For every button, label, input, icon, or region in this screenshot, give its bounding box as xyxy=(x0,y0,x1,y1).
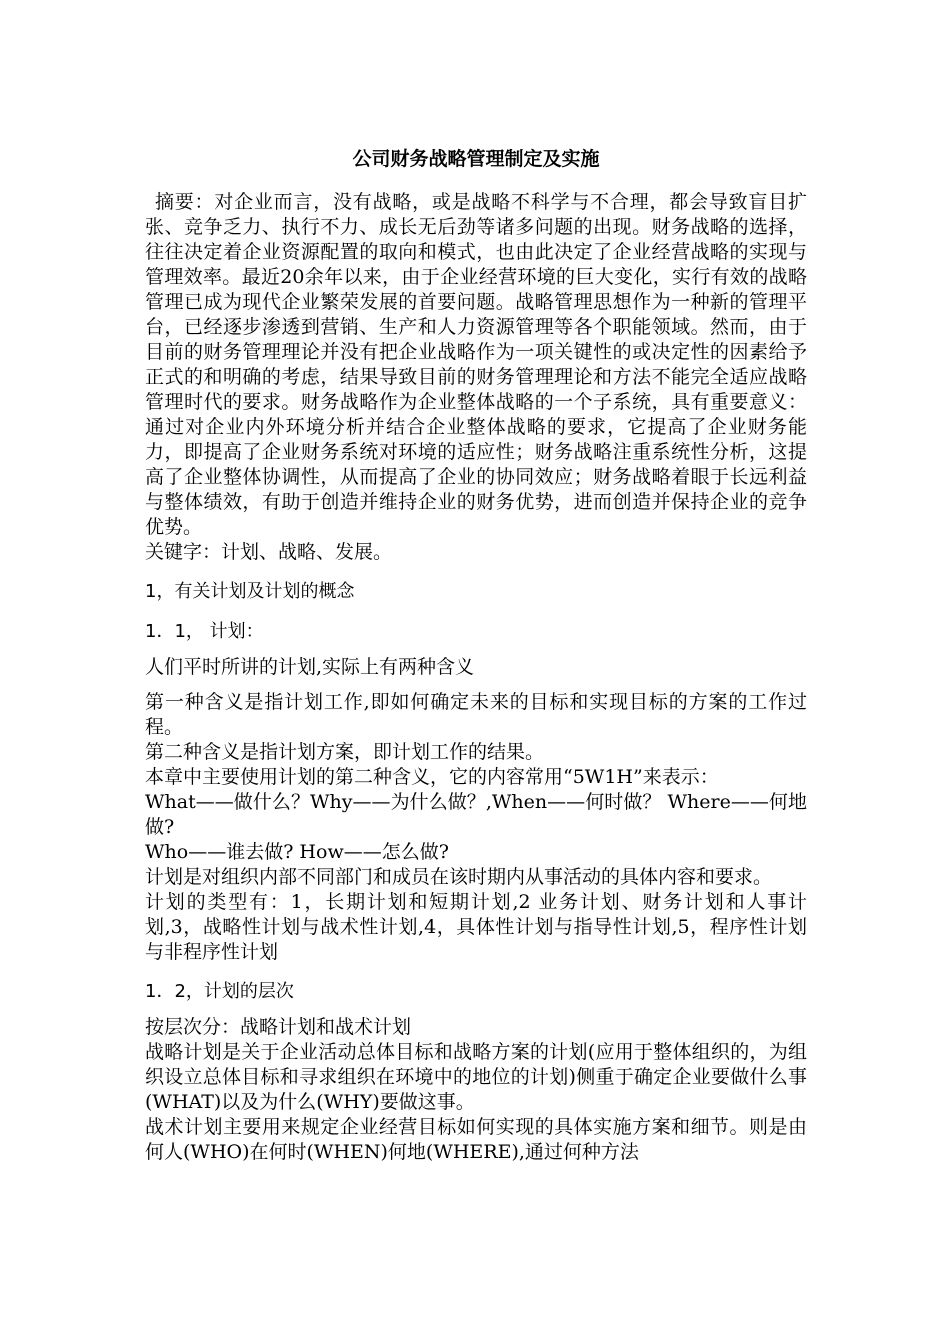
document-page xyxy=(145,145,807,1165)
paragraph-first-meaning: 第一种含义是指计划工作,即如何确定未来的目标和实现目标的方案的工作过程。 xyxy=(145,691,807,738)
document-title: 公司财务战略管理制定及实施 xyxy=(352,148,600,170)
keywords-line: 关键字：计划、战略、发展。 xyxy=(145,541,393,563)
paragraph-strategic-plan: 战略计划是关于企业活动总体目标和战略方案的计划(应用于整体组织的，为组织设立总体目标和寻求组织在环境中的地位的计划)侧重于确定企业要做什么事(WHAT)以及为什么(WHY)要做这事。 xyxy=(145,1041,807,1113)
section-1-1-heading: 1．1， 计划： xyxy=(145,621,264,642)
abstract-paragraph: 摘要：对企业而言，没有战略，或是战略不科学与不合理，都会导致盲目扩张、竞争乏力、执行不力、成长无后劲等诸多问题的出现。财务战略的选择，往往决定着企业资源配置的取向和模式，也由此决定了企业经营战略的实现与管理效率。最近20余年以来，由于企业经营环境的巨大变化，实行有效的战略管理已成为现代企业繁荣发展的首要问题。战略管理思想作为一种新的管理平台，已经逐步渗透到营销、生产和人力资源管理等各个职能领域。然而，由于目前的财务管理理论并没有把企业战略作为一项关键性的或决定性的因素给予正式的和明确的考虑，结果导致目前的财务管理理论和方法不能完全适应战略管理时代的要求。财务战略作为企业整体战略的一个子系统，具有重要意义：通过对企业内外环境分析并结合企业整体战略的要求，它提高了企业财务能力，即提高了企业财务系统对环境的适应性；财务战略注重系统性分析，这提高了企业整体协调性，从而提高了企业的协同效应；财务战略着眼于长远利益与整体绩效，有助于创造并维持企业的财务优势，进而创造并保持企业的竞争优势。 xyxy=(145,191,807,538)
paragraph-plan-types: 计划的类型有：1，长期计划和短期计划,2 业务计划、财务计划和人事计划,3，战略性计划与战术性计划,4，具体性计划与指导性计划,5，程序性计划与非程序性计划 xyxy=(145,891,807,963)
paragraph-5w1h-what-why: What——做什么？Why——为什么做？,When——何时做？ Where——何地做? xyxy=(145,791,807,838)
paragraph-tactical-plan: 战术计划主要用来规定企业经营目标如何实现的具体实施方案和细节。则是由何人(WHO)在何时(WHEN)何地(WHERE),通过何种方法 xyxy=(145,1116,807,1163)
paragraph-5w1h-who-how: Who——谁去做? How——怎么做? xyxy=(145,841,449,863)
paragraph-5w1h-intro: 本章中主要使用计划的第二种含义，它的内容常用“5W1H”来表示： xyxy=(145,766,719,788)
paragraph-levels: 按层次分：战略计划和战术计划 xyxy=(145,1016,412,1038)
paragraph-second-meaning: 第二种含义是指计划方案，即计划工作的结果。 xyxy=(145,741,545,763)
section-1-heading: 1，有关计划及计划的概念 xyxy=(145,581,355,602)
paragraph-two-meanings: 人们平时所讲的计划,实际上有两种含义 xyxy=(145,656,475,678)
section-1-2-heading: 1．2，计划的层次 xyxy=(145,981,294,1002)
paragraph-plan-definition: 计划是对组织内部不同部门和成员在该时期内从事活动的具体内容和要求。 xyxy=(145,866,773,888)
